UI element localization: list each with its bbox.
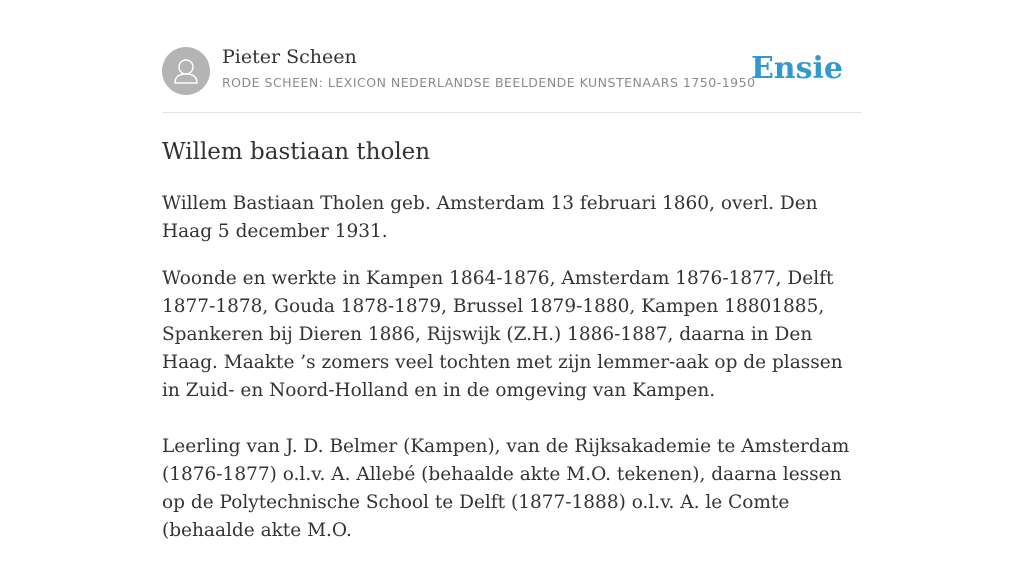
author-name[interactable]: Pieter Scheen <box>222 46 357 68</box>
article-title: Willem bastiaan tholen <box>162 139 431 165</box>
ensie-logo[interactable]: Ensie <box>750 51 843 86</box>
user-silhouette-icon <box>162 47 210 95</box>
source-title[interactable]: RODE SCHEEN: LEXICON NEDERLANDSE BEELDENDE KUNSTENAARS 1750-1950 <box>222 75 756 90</box>
article-header <box>162 0 862 113</box>
paragraph: Willem Bastiaan Tholen geb. Amsterdam 13 februari 1860, overl. Den Haag 5 december 1931. <box>162 193 818 242</box>
article-page <box>162 0 862 541</box>
paragraph: Woonde en werkte in Kampen 1864-1876, Amsterdam 1876-1877, Delft 1877-1878, Gouda 1878-1879, Brussel 1879-1880, Kampen 18801885, Spankeren bij Dieren 1886, Rijswijk (Z.H.) 1886-1887, daarna in Den Haag. Maakte ’s zomers veel tochten met zijn lemmer-aak op de plassen in Zuid- en Noord-Holland en in de omgeving van Kampen. <box>162 268 843 401</box>
author-avatar[interactable] <box>162 47 210 95</box>
paragraph: Leerling van J. D. Belmer (Kampen), van de Rijksakademie te Amsterdam (1876-1877) o.l.v. A. Allebé (behaalde akte M.O. tekenen), daarna lessen op de Polytechnische School te Delft (1877-1888) o.l.v. A. le Comte (behaalde akte M.O. <box>162 436 850 541</box>
article-body <box>162 190 862 564</box>
